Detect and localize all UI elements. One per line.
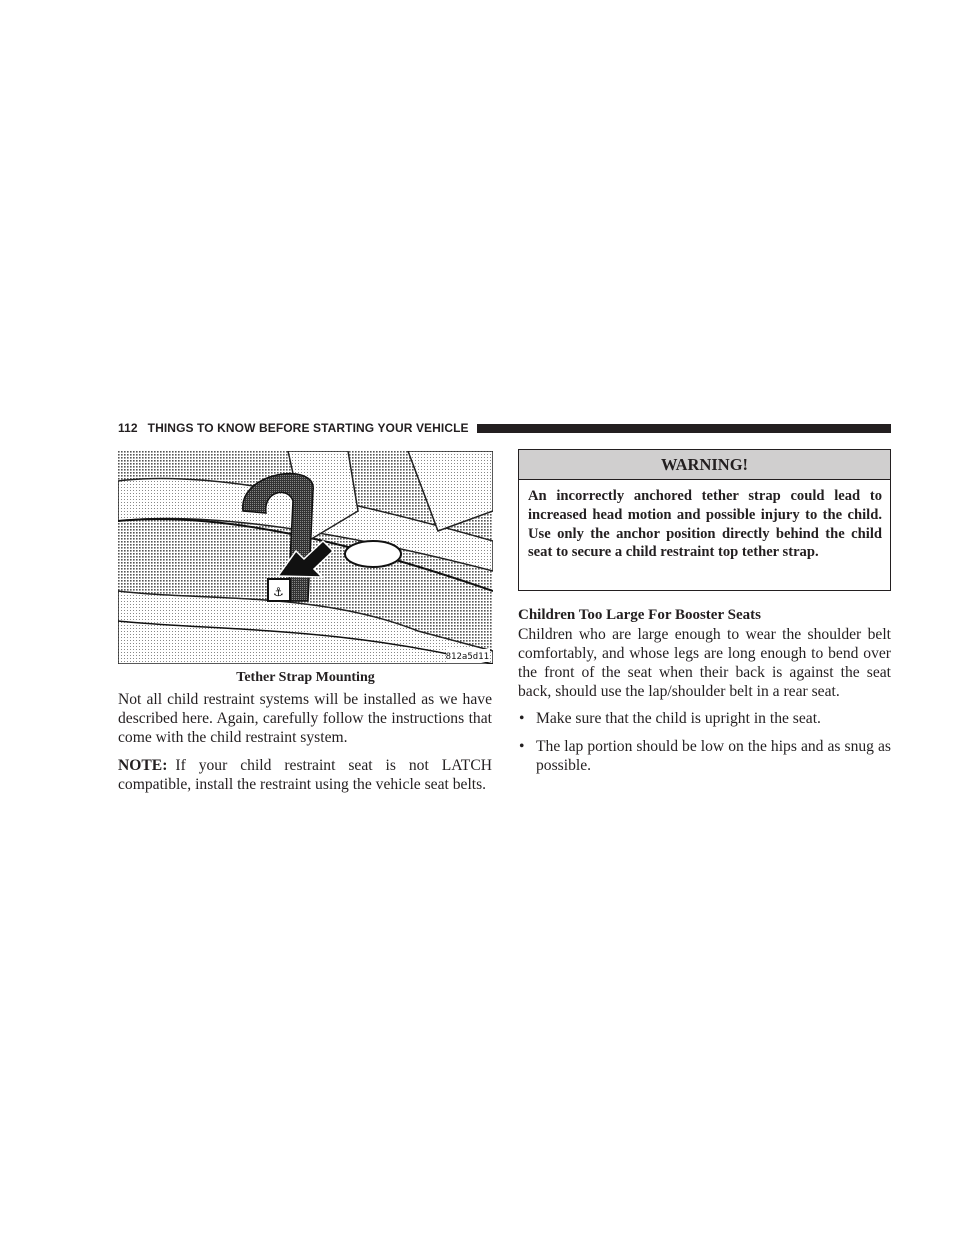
note-label: NOTE: [118, 757, 168, 774]
list-item-text: Make sure that the child is upright in the seat. [536, 710, 821, 727]
figure-code: 812a5d11 [445, 652, 489, 662]
page-header [118, 418, 891, 438]
warning-box [518, 449, 891, 591]
paragraph-large-children: Children who are large enough to wear the shoulder belt comfortably, and whose legs are long enough to bend over the front of the seat when their back is against the seat back, should use the lap/shoulder belt in a rear seat. [518, 626, 891, 700]
list-item [518, 709, 891, 728]
warning-text: An incorrectly anchored tether strap could lead to increased head motion and possible injury to the child. Use only the anchor position directly behind the child seat to secure a child restraint top tether strap. [528, 488, 882, 561]
list-item-text: The lap portion should be low on the hips and as snug as possible. [536, 738, 891, 774]
illustration-graphic [118, 451, 493, 664]
section-heading: Children Too Large For Booster Seats [518, 607, 761, 623]
section-title: THINGS TO KNOW BEFORE STARTING YOUR VEHICLE [147, 421, 469, 435]
paragraph-child-restraints: Not all child restraint systems will be installed as we have described here. Again, carefully follow the instructions that come with the child restraint system. [118, 691, 492, 746]
bullet-list [518, 709, 891, 784]
header-rule [477, 424, 891, 433]
svg-text:⚓: ⚓ [273, 585, 284, 599]
figure-caption: Tether Strap Mounting [236, 670, 375, 685]
note-text: If your child restraint seat is not LATCH compatible, install the restraint using the vehicle seat belts. [118, 757, 492, 793]
warning-title: WARNING! [519, 450, 890, 480]
tether-strap-illustration [118, 451, 493, 664]
bullet-icon: • [519, 738, 525, 755]
header-text [118, 421, 469, 435]
list-item [518, 737, 891, 775]
bullet-icon: • [519, 710, 525, 727]
note-paragraph [118, 756, 492, 794]
page-number: 112 [118, 421, 138, 435]
